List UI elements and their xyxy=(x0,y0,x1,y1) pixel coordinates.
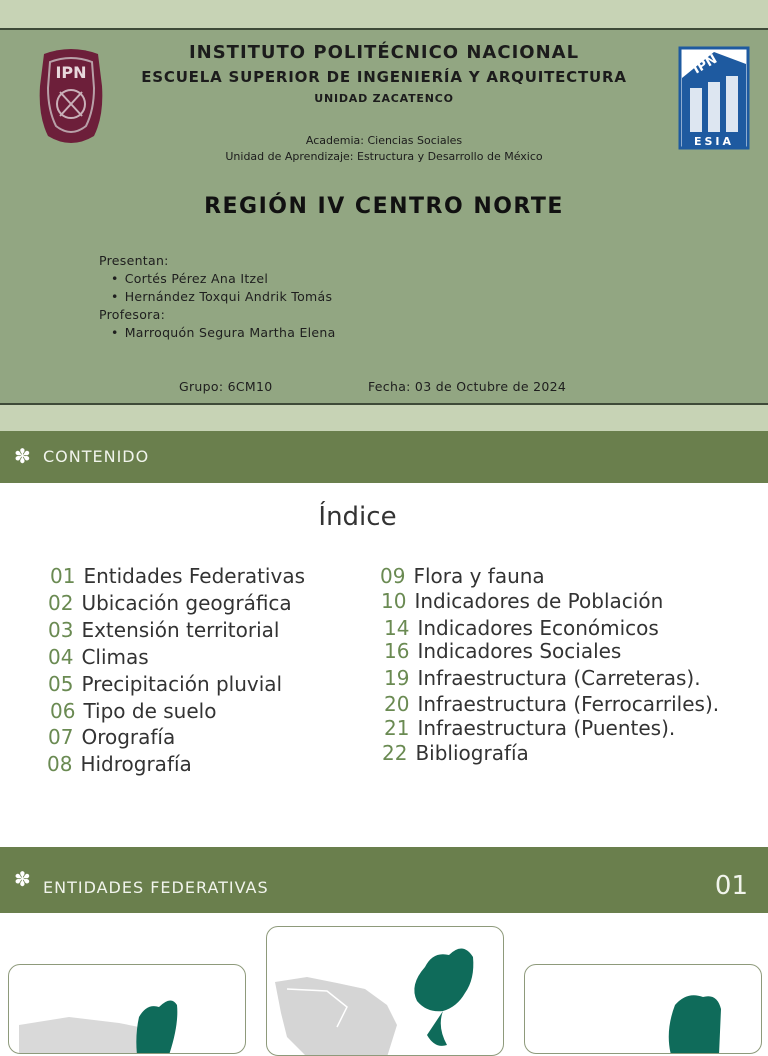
index-item[interactable] xyxy=(48,618,279,642)
academy-line: Academia: Ciencias Sociales xyxy=(305,134,463,147)
index-text: Precipitación pluvial xyxy=(81,672,283,696)
contents-label: CONTENIDO xyxy=(43,447,150,466)
index-text: Hidrografía xyxy=(80,752,192,776)
index-text: Entidades Federativas xyxy=(83,564,305,588)
professor-label: Profesora: xyxy=(99,307,166,322)
flower-icon: ✽ xyxy=(14,444,31,468)
group-label: Grupo: 6CM10 xyxy=(179,379,273,394)
presenters-label: Presentan: xyxy=(99,253,169,268)
index-item[interactable] xyxy=(48,591,292,615)
index-item[interactable] xyxy=(48,645,149,669)
index-text: Indicadores Sociales xyxy=(417,639,622,663)
index-title: Índice xyxy=(318,502,397,532)
course-line: Unidad de Aprendizaje: Estructura y Desarrollo de México xyxy=(225,150,543,163)
mexico-map-icon xyxy=(525,965,762,1054)
index-number: 14 xyxy=(384,616,410,640)
index-item[interactable] xyxy=(384,692,719,716)
professor-item: • Marroquón Segura Martha Elena xyxy=(111,324,336,342)
index-number: 22 xyxy=(382,741,408,765)
index-item[interactable] xyxy=(382,741,529,765)
page-number: 01 xyxy=(714,871,748,901)
unit-name: UNIDAD ZACATENCO xyxy=(314,92,454,105)
credits-block xyxy=(99,252,336,342)
date-label: Fecha: 03 de Octubre de 2024 xyxy=(368,379,567,394)
index-text: Bibliografía xyxy=(415,741,529,765)
svg-text:IPN: IPN xyxy=(690,51,720,78)
map-card[interactable] xyxy=(8,964,246,1054)
index-text: Orografía xyxy=(81,725,176,749)
index-number: 16 xyxy=(384,639,410,663)
entities-header xyxy=(0,847,768,913)
index-number: 02 xyxy=(48,591,74,615)
index-item[interactable] xyxy=(384,666,701,690)
map-card[interactable] xyxy=(524,964,762,1054)
index-number: 20 xyxy=(384,692,410,716)
index-text: Indicadores de Población xyxy=(414,589,664,613)
index-item[interactable] xyxy=(48,672,282,696)
entities-label: ENTIDADES FEDERATIVAS xyxy=(43,878,269,897)
index-number: 05 xyxy=(48,672,74,696)
presenter-item: • Cortés Pérez Ana Itzel xyxy=(111,270,336,288)
index-text: Climas xyxy=(81,645,149,669)
index-text: Infraestructura (Ferrocarriles). xyxy=(417,692,720,716)
flower-icon: ✽ xyxy=(14,867,31,891)
index-number: 10 xyxy=(381,589,407,613)
index-item[interactable] xyxy=(47,752,192,776)
svg-text:ESIA: ESIA xyxy=(693,135,735,148)
svg-text:IPN: IPN xyxy=(55,63,87,82)
index-number: 04 xyxy=(48,645,74,669)
index-item[interactable] xyxy=(384,716,675,740)
index-text: Infraestructura (Carreteras). xyxy=(417,666,701,690)
contents-header xyxy=(0,431,768,483)
map-card[interactable] xyxy=(266,926,504,1056)
index-number: 08 xyxy=(47,752,73,776)
index-number: 21 xyxy=(384,716,410,740)
index-number: 01 xyxy=(50,564,76,588)
index-text: Indicadores Económicos xyxy=(417,616,659,640)
cover-slide xyxy=(0,28,768,405)
mexico-map-icon xyxy=(267,927,504,1056)
index-item[interactable] xyxy=(381,589,663,613)
index-number: 19 xyxy=(384,666,410,690)
mexico-map-icon xyxy=(9,965,246,1054)
index-item[interactable] xyxy=(50,699,216,723)
index-text: Ubicación geográfica xyxy=(81,591,292,615)
presentation-title: REGIÓN IV CENTRO NORTE xyxy=(204,194,564,219)
index-text: Infraestructura (Puentes). xyxy=(417,716,676,740)
index-number: 06 xyxy=(50,699,76,723)
index-text: Extensión territorial xyxy=(81,618,280,642)
index-number: 09 xyxy=(380,564,406,588)
institute-name: INSTITUTO POLITÉCNICO NACIONAL xyxy=(188,42,580,63)
index-number: 07 xyxy=(48,725,74,749)
top-strip xyxy=(0,0,768,28)
index-item[interactable] xyxy=(384,616,659,640)
index-text: Tipo de suelo xyxy=(83,699,217,723)
index-item[interactable] xyxy=(48,725,175,749)
school-name: ESCUELA SUPERIOR DE INGENIERÍA Y ARQUITECTURA xyxy=(141,68,627,86)
index-item[interactable] xyxy=(50,564,305,588)
index-text: Flora y fauna xyxy=(413,564,545,588)
bottom-strip xyxy=(0,405,768,431)
index-number: 03 xyxy=(48,618,74,642)
index-item[interactable] xyxy=(380,564,545,588)
index-item[interactable] xyxy=(384,639,621,663)
presenter-item: • Hernández Toxqui Andrik Tomás xyxy=(111,288,336,306)
